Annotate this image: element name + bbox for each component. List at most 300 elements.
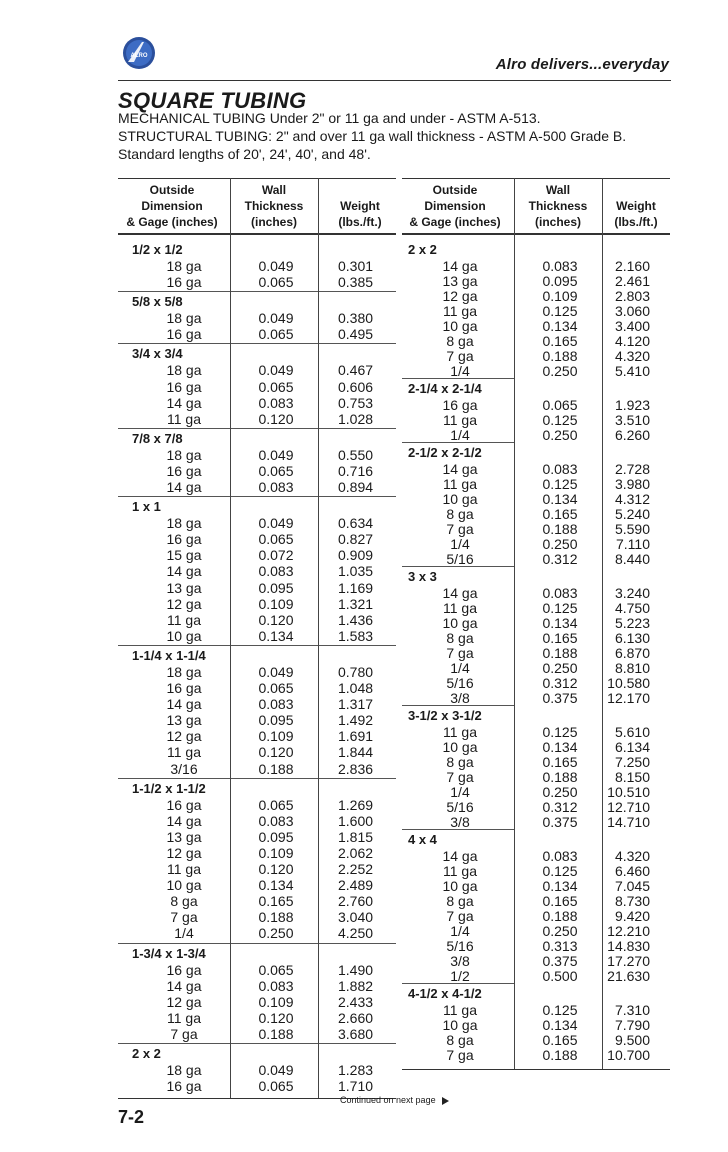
- wall-cell: 0.188: [258, 760, 294, 777]
- table-row: [402, 333, 670, 349]
- wall-cell: 0.134: [258, 627, 294, 644]
- gage-cell: 1/4: [450, 363, 470, 379]
- table-row: [118, 1026, 396, 1042]
- table-row: [402, 348, 670, 364]
- header-rule: [118, 233, 396, 235]
- table-row: [118, 274, 396, 290]
- size-label: 2-1/4 x 2-1/4: [408, 381, 482, 396]
- table-row: [118, 664, 396, 680]
- column-divider: [230, 178, 231, 1098]
- wall-cell: 0.375: [542, 953, 578, 969]
- wall-cell: 0.188: [258, 1025, 294, 1042]
- gage-cell: 1/4: [450, 660, 470, 676]
- gage-cell: 11 ga: [443, 476, 477, 492]
- gage-cell: 7 ga: [170, 909, 198, 926]
- weight-cell: 4.320: [614, 348, 650, 364]
- alro-logo-icon: [122, 36, 156, 70]
- table-row: [402, 754, 670, 770]
- weight-cell: 2.489: [338, 877, 374, 894]
- table-row: [402, 814, 670, 830]
- wall-cell: 0.134: [258, 877, 294, 894]
- gage-cell: 12 ga: [166, 993, 202, 1010]
- table-row: [402, 675, 670, 691]
- gage-cell: 16 ga: [166, 274, 202, 291]
- weight-cell: 1.710: [338, 1078, 374, 1095]
- weight-cell: 6.130: [614, 630, 650, 646]
- gage-cell: 13 ga: [442, 273, 478, 289]
- gage-cell: 11 ga: [167, 410, 201, 427]
- wall-cell: 0.109: [258, 844, 294, 861]
- weight-cell: 1.169: [338, 579, 374, 596]
- weight-cell: 5.240: [614, 506, 650, 522]
- wall-cell: 0.120: [258, 861, 294, 877]
- column-divider: [602, 178, 603, 1069]
- gage-cell: 7 ga: [446, 645, 474, 661]
- wall-cell: 0.095: [258, 579, 294, 596]
- table-row: [402, 724, 670, 740]
- header-weight: Weight (lbs./ft.): [614, 199, 658, 229]
- table-row: [402, 258, 670, 274]
- subtitle-structural: STRUCTURAL TUBING: 2" and over 11 ga wall thickness - ASTM A-500 Grade B.: [118, 128, 627, 144]
- weight-cell: 1.490: [338, 961, 374, 978]
- weight-cell: 17.270: [607, 953, 650, 969]
- gage-cell: 1/4: [174, 925, 194, 942]
- weight-cell: 12.210: [607, 923, 650, 939]
- table-row: [402, 938, 670, 954]
- weight-cell: 8.150: [614, 769, 650, 785]
- wall-cell: 0.125: [542, 863, 578, 879]
- weight-cell: 1.923: [614, 397, 650, 413]
- table-row: [402, 427, 670, 443]
- table-row: [118, 994, 396, 1010]
- gage-cell: 1/4: [450, 923, 470, 939]
- wall-cell: 0.188: [542, 908, 578, 924]
- group-separator: [118, 943, 396, 944]
- wall-cell: 0.250: [258, 925, 294, 942]
- weight-cell: 3.400: [614, 318, 650, 334]
- wall-cell: 0.065: [258, 274, 294, 291]
- weight-cell: 4.250: [338, 925, 374, 942]
- gage-cell: 18 ga: [166, 446, 202, 463]
- weight-cell: 1.321: [338, 595, 374, 612]
- wall-cell: 0.049: [258, 362, 294, 379]
- gage-cell: 10 ga: [442, 491, 478, 507]
- table-row: [118, 909, 396, 925]
- group-separator: [402, 378, 514, 379]
- gage-cell: 16 ga: [166, 961, 202, 978]
- table-top-rule: [402, 178, 670, 179]
- weight-cell: 5.410: [614, 363, 650, 379]
- table-row: [118, 680, 396, 696]
- gage-cell: 11 ga: [443, 1002, 477, 1018]
- table-row: [118, 463, 396, 479]
- page-title: SQUARE TUBING: [118, 88, 307, 113]
- wall-cell: 0.125: [542, 303, 578, 319]
- weight-cell: 9.420: [614, 908, 650, 924]
- weight-cell: 6.460: [614, 863, 650, 879]
- wall-cell: 0.120: [258, 611, 294, 628]
- wall-cell: 0.109: [258, 595, 294, 612]
- table-row: [402, 1047, 670, 1063]
- wall-cell: 0.120: [258, 410, 294, 427]
- group-separator: [118, 496, 396, 497]
- table-row: [118, 596, 396, 612]
- group-separator: [118, 428, 396, 429]
- gage-cell: 3/8: [450, 814, 470, 830]
- size-label: 1/2 x 1/2: [132, 242, 183, 257]
- gage-cell: 7 ga: [170, 1025, 198, 1042]
- group-separator: [402, 442, 514, 443]
- table-row: [402, 273, 670, 289]
- weight-cell: 5.610: [614, 724, 650, 740]
- table-row: [118, 310, 396, 326]
- gage-cell: 16 ga: [166, 531, 202, 548]
- gage-cell: 10 ga: [442, 318, 478, 334]
- weight-cell: 3.510: [614, 412, 650, 428]
- gage-cell: 18 ga: [166, 362, 202, 379]
- gage-cell: 13 ga: [166, 828, 202, 845]
- gage-cell: 12 ga: [166, 595, 202, 612]
- group-separator: [118, 343, 396, 344]
- gage-cell: 14 ga: [442, 848, 478, 864]
- wall-cell: 0.065: [542, 397, 578, 413]
- gage-cell: 8 ga: [446, 333, 474, 349]
- table-row: [118, 580, 396, 596]
- group-separator: [118, 1043, 396, 1044]
- weight-cell: 10.510: [607, 784, 650, 800]
- page-header: [118, 36, 671, 81]
- wall-cell: 0.165: [542, 893, 578, 909]
- table-row: [118, 962, 396, 978]
- table-row: [402, 491, 670, 507]
- weight-cell: 2.728: [614, 461, 650, 477]
- tagline: Alro delivers...everyday: [495, 56, 669, 73]
- wall-cell: 0.083: [542, 585, 578, 601]
- table-row: [118, 447, 396, 463]
- gage-cell: 11 ga: [443, 412, 477, 428]
- weight-cell: 3.040: [338, 909, 374, 926]
- page-number: 7-2: [118, 1107, 145, 1127]
- table-row: [118, 379, 396, 395]
- gage-cell: 1/4: [450, 784, 470, 800]
- table-row: [402, 521, 670, 537]
- weight-cell: 2.252: [338, 861, 374, 877]
- gage-cell: 8 ga: [446, 893, 474, 909]
- wall-cell: 0.125: [542, 724, 578, 740]
- table-row: [118, 813, 396, 829]
- right-table: [402, 178, 670, 1090]
- gage-cell: 12 ga: [166, 728, 202, 745]
- table-row: [402, 784, 670, 800]
- table-row: [118, 978, 396, 994]
- weight-cell: 2.760: [338, 893, 374, 910]
- wall-cell: 0.125: [542, 476, 578, 492]
- weight-cell: 10.700: [607, 1047, 650, 1063]
- gage-cell: 14 ga: [442, 585, 478, 601]
- wall-cell: 0.188: [542, 645, 578, 661]
- header-rule: [402, 233, 670, 235]
- weight-cell: 6.260: [614, 427, 650, 443]
- subtitle-mechanical: MECHANICAL TUBING Under 2" or 11 ga and under - ASTM A-513.: [118, 110, 541, 126]
- gage-cell: 14 ga: [442, 258, 478, 274]
- wall-cell: 0.065: [258, 326, 294, 343]
- wall-cell: 0.095: [258, 712, 294, 729]
- gage-cell: 14 ga: [442, 461, 478, 477]
- table-row: [118, 362, 396, 378]
- weight-cell: 9.500: [614, 1032, 650, 1048]
- weight-cell: 0.894: [338, 479, 374, 495]
- gage-cell: 15 ga: [166, 547, 202, 564]
- gage-cell: 16 ga: [166, 462, 202, 479]
- table-row: [118, 1062, 396, 1078]
- wall-cell: 0.188: [542, 348, 578, 364]
- table-row: [402, 893, 670, 909]
- weight-cell: 0.550: [338, 446, 374, 463]
- wall-cell: 0.095: [258, 828, 294, 845]
- size-label: 1 x 1: [132, 499, 161, 515]
- table-row: [402, 476, 670, 492]
- wall-cell: 0.250: [542, 536, 578, 552]
- table-row: [118, 479, 396, 495]
- weight-cell: 1.035: [338, 563, 374, 580]
- svg-text:ALRO: ALRO: [130, 53, 148, 59]
- gage-cell: 16 ga: [442, 397, 478, 413]
- size-label: 3 x 3: [408, 569, 437, 584]
- weight-cell: 8.810: [614, 660, 650, 676]
- weight-cell: 0.716: [338, 462, 374, 479]
- size-label: 4-1/2 x 4-1/2: [408, 986, 482, 1001]
- gage-cell: 14 ga: [166, 563, 202, 580]
- weight-cell: 1.269: [338, 796, 374, 813]
- wall-cell: 0.165: [542, 630, 578, 646]
- weight-cell: 0.909: [338, 547, 374, 564]
- gage-cell: 8 ga: [170, 893, 198, 910]
- wall-cell: 0.125: [542, 1002, 578, 1018]
- wall-cell: 0.109: [258, 993, 294, 1010]
- group-separator: [402, 566, 514, 567]
- weight-cell: 3.680: [338, 1025, 374, 1042]
- gage-cell: 1/4: [450, 536, 470, 552]
- size-label: 3/4 x 3/4: [132, 346, 183, 362]
- wall-cell: 0.083: [542, 258, 578, 274]
- weight-cell: 3.060: [614, 303, 650, 319]
- weight-cell: 10.580: [607, 675, 650, 691]
- gage-cell: 16 ga: [166, 796, 202, 813]
- table-top-rule: [118, 178, 396, 179]
- wall-cell: 0.095: [542, 273, 578, 289]
- wall-cell: 0.250: [542, 784, 578, 800]
- wall-cell: 0.072: [258, 547, 294, 564]
- weight-cell: 0.780: [338, 663, 374, 680]
- wall-cell: 0.134: [542, 615, 578, 631]
- weight-cell: 2.461: [614, 273, 650, 289]
- wall-cell: 0.312: [542, 799, 578, 815]
- gage-cell: 18 ga: [166, 515, 202, 532]
- weight-cell: 2.160: [614, 258, 650, 274]
- table-row: [118, 563, 396, 579]
- wall-cell: 0.125: [542, 412, 578, 428]
- table-row: [118, 761, 396, 777]
- weight-cell: 2.836: [338, 760, 374, 777]
- weight-cell: 1.815: [338, 828, 374, 845]
- wall-cell: 0.083: [258, 394, 294, 411]
- gage-cell: 5/16: [446, 938, 474, 954]
- gage-cell: 7 ga: [446, 769, 474, 785]
- wall-cell: 0.500: [542, 968, 578, 984]
- weight-cell: 0.301: [338, 258, 374, 274]
- table-row: [402, 551, 670, 567]
- weight-cell: 1.283: [338, 1062, 374, 1078]
- weight-cell: 0.827: [338, 531, 374, 548]
- table-row: [402, 363, 670, 379]
- weight-cell: 7.045: [614, 878, 650, 894]
- size-label: 3-1/2 x 3-1/2: [408, 708, 482, 723]
- gage-cell: 11 ga: [167, 611, 201, 628]
- weight-cell: 2.433: [338, 993, 374, 1010]
- continued-note: Continued on next page: [340, 1095, 449, 1105]
- table-row: [118, 845, 396, 861]
- table-row: [118, 829, 396, 845]
- weight-cell: 5.223: [614, 615, 650, 631]
- table-row: [402, 506, 670, 522]
- gage-cell: 5/16: [446, 799, 474, 815]
- table-row: [118, 1010, 396, 1026]
- weight-cell: 1.436: [338, 611, 374, 628]
- table-row: [402, 536, 670, 552]
- table-row: [402, 690, 670, 706]
- weight-cell: 0.385: [338, 274, 374, 291]
- table-row: [402, 953, 670, 969]
- gage-cell: 11 ga: [167, 1009, 201, 1026]
- group-separator: [402, 829, 514, 830]
- table-row: [118, 411, 396, 427]
- table-row: [402, 412, 670, 428]
- weight-cell: 1.600: [338, 812, 374, 829]
- gage-cell: 14 ga: [166, 479, 202, 495]
- table-row: [118, 696, 396, 712]
- weight-cell: 2.660: [338, 1009, 374, 1026]
- left-table: [118, 178, 396, 1095]
- gage-cell: 3/16: [170, 760, 198, 777]
- wall-cell: 0.134: [542, 318, 578, 334]
- table-row: [402, 1017, 670, 1033]
- weight-cell: 4.120: [614, 333, 650, 349]
- gage-cell: 13 ga: [166, 579, 202, 596]
- wall-cell: 0.375: [542, 690, 578, 706]
- wall-cell: 0.165: [542, 1032, 578, 1048]
- table-row: [402, 645, 670, 661]
- table-row: [118, 797, 396, 813]
- wall-cell: 0.165: [542, 506, 578, 522]
- table-row: [118, 258, 396, 274]
- table-row: [402, 585, 670, 601]
- weight-cell: 7.310: [614, 1002, 650, 1018]
- gage-cell: 10 ga: [166, 627, 202, 644]
- wall-cell: 0.049: [258, 1062, 294, 1078]
- header-dimension: Outside Dimension & Gage (inches): [126, 183, 218, 229]
- wall-cell: 0.250: [542, 363, 578, 379]
- column-divider: [318, 178, 319, 1098]
- wall-cell: 0.083: [258, 977, 294, 994]
- table-row: [402, 660, 670, 676]
- weight-cell: 4.320: [614, 848, 650, 864]
- table-row: [402, 878, 670, 894]
- size-label: 1-1/2 x 1-1/2: [132, 780, 206, 796]
- gage-cell: 7 ga: [446, 348, 474, 364]
- gage-cell: 12 ga: [166, 844, 202, 861]
- gage-cell: 5/16: [446, 675, 474, 691]
- table-row: [118, 728, 396, 744]
- weight-cell: 0.606: [338, 378, 374, 395]
- table-row: [402, 908, 670, 924]
- gage-cell: 5/16: [446, 551, 474, 567]
- table-row: [118, 861, 396, 877]
- gage-cell: 14 ga: [166, 394, 202, 411]
- gage-cell: 14 ga: [166, 977, 202, 994]
- table-row: [402, 600, 670, 616]
- table-row: [118, 612, 396, 628]
- gage-cell: 10 ga: [442, 878, 478, 894]
- wall-cell: 0.083: [542, 848, 578, 864]
- weight-cell: 0.467: [338, 362, 374, 379]
- weight-cell: 1.028: [338, 410, 374, 427]
- weight-cell: 1.492: [338, 712, 374, 729]
- weight-cell: 3.240: [614, 585, 650, 601]
- weight-cell: 0.380: [338, 310, 374, 327]
- size-label: 4 x 4: [408, 832, 437, 847]
- wall-cell: 0.120: [258, 1009, 294, 1026]
- weight-cell: 7.250: [614, 754, 650, 770]
- weight-cell: 2.803: [614, 288, 650, 304]
- size-label: 2 x 2: [408, 242, 437, 257]
- column-divider: [514, 178, 515, 1069]
- gage-cell: 16 ga: [166, 680, 202, 696]
- weight-cell: 2.062: [338, 844, 374, 861]
- header-weight: Weight (lbs./ft.): [338, 199, 382, 229]
- group-separator: [118, 778, 396, 779]
- wall-cell: 0.109: [258, 728, 294, 745]
- gage-cell: 11 ga: [167, 744, 201, 761]
- gage-cell: 10 ga: [442, 739, 478, 755]
- table-row: [118, 925, 396, 941]
- wall-cell: 0.049: [258, 663, 294, 680]
- gage-cell: 18 ga: [166, 310, 202, 327]
- gage-cell: 16 ga: [166, 1078, 202, 1095]
- table-row: [118, 531, 396, 547]
- weight-cell: 1.691: [338, 728, 374, 745]
- wall-cell: 0.125: [542, 600, 578, 616]
- table-row: [118, 744, 396, 760]
- gage-cell: 8 ga: [446, 630, 474, 646]
- weight-cell: 1.317: [338, 696, 374, 713]
- wall-cell: 0.188: [542, 1047, 578, 1063]
- gage-cell: 8 ga: [446, 754, 474, 770]
- weight-cell: 8.440: [614, 551, 650, 567]
- wall-cell: 0.134: [542, 739, 578, 755]
- wall-cell: 0.313: [542, 938, 578, 954]
- weight-cell: 1.882: [338, 977, 374, 994]
- table-row: [118, 515, 396, 531]
- table-row: [402, 1002, 670, 1018]
- weight-cell: 21.630: [607, 968, 650, 984]
- table-row: [402, 968, 670, 984]
- wall-cell: 0.083: [258, 563, 294, 580]
- weight-cell: 0.495: [338, 326, 374, 343]
- weight-cell: 4.312: [614, 491, 650, 507]
- wall-cell: 0.109: [542, 288, 578, 304]
- weight-cell: 1.048: [338, 680, 374, 696]
- table-row: [118, 547, 396, 563]
